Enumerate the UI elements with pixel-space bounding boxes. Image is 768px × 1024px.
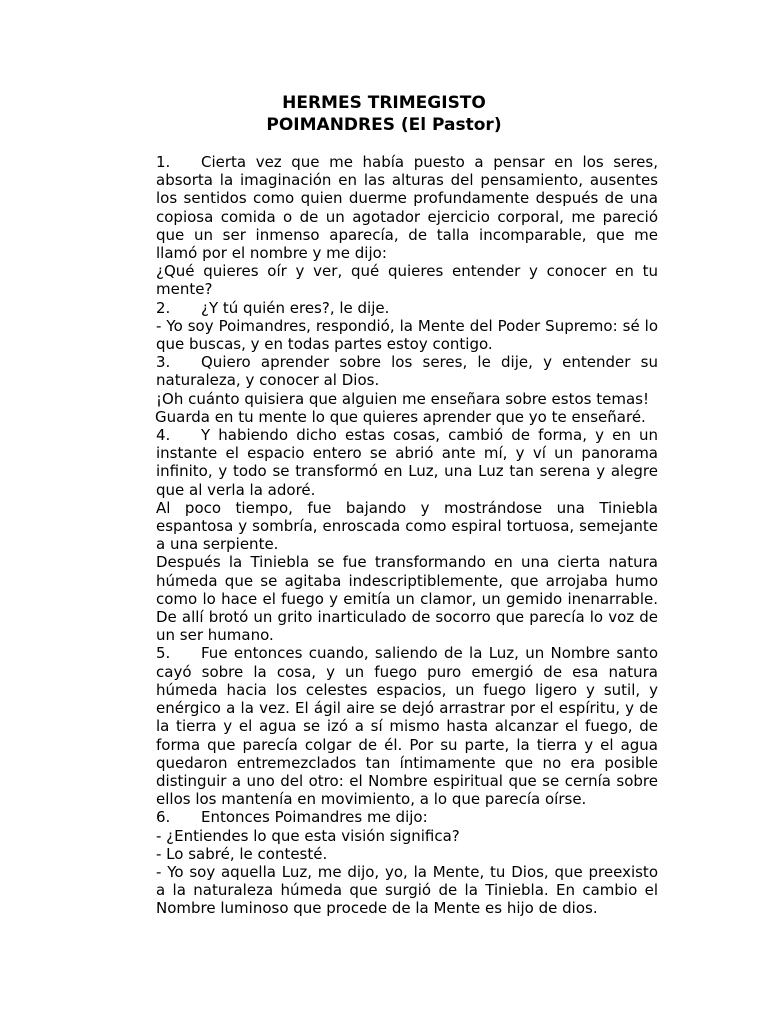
- paragraph-text: Guarda en tu mente lo que quieres aprender que yo te enseñaré.: [155, 407, 646, 426]
- document-subtitle: POIMANDRES (El Pastor): [266, 115, 502, 135]
- paragraph-1: [110, 153, 658, 262]
- paragraph-question: [110, 262, 658, 298]
- paragraph-text: Cierta vez que me había puesto a pensar en los seres, absorta la imaginación en las alturas del pensamiento, ausentes los sentidos como quien duerme profundamente después de una copiosa comida o de un agotador ejercicio corporal, me pareció que un ser inmenso aparecía, de talla incomparable, que me llamó por el nombre y me dijo:: [156, 153, 658, 263]
- paragraph-text: Al poco tiempo, fue bajando y mostrándose una Tiniebla espantosa y sombría, enroscada como espiral tortuosa, semejante a una serpiente.: [156, 498, 658, 554]
- paragraph-6: [110, 808, 658, 826]
- paragraph-text: - ¿Entiendes lo que esta visión significa?: [156, 826, 460, 845]
- paragraph-entiendes: [110, 827, 658, 845]
- paragraph-2: [110, 299, 658, 317]
- paragraph-natura: [110, 553, 658, 644]
- paragraph-text: ¿Y tú quién eres?, le dije.: [201, 298, 390, 317]
- paragraph-dialogue: [110, 317, 658, 353]
- paragraph-4: [110, 426, 658, 499]
- paragraph-3: [110, 353, 658, 389]
- document-body: [110, 153, 658, 918]
- paragraph-text: - Lo sabré, le contesté.: [156, 844, 328, 863]
- paragraph-text: Quiero aprender sobre los seres, le dije, y entender su naturaleza, y conocer al Dios.: [156, 353, 658, 390]
- paragraph-text: Después la Tiniebla se fue transformando en una cierta natura húmeda que se agitaba indescriptiblemente, que arrojaba humo como lo hace el fuego y emitía un clamor, un gemido inenarrable. De allí brotó un grito inarticulado de socorro que parecía lo voz de un ser humano.: [156, 553, 658, 645]
- document-title: HERMES TRIMEGISTO: [282, 93, 486, 113]
- paragraph-number: 5.: [156, 644, 171, 663]
- paragraph-number: 4.: [156, 426, 171, 445]
- paragraph-text: Y habiendo dicho estas cosas, cambió de forma, y en un instante el espacio entero se abrió ante mí, y ví un panorama infinito, y todo se transformó en Luz, una Luz tan serena y alegre que al verla la adoré.: [156, 426, 658, 499]
- paragraph-text: - Yo soy Poimandres, respondió, la Mente del Poder Supremo: sé lo que buscas, y en todas partes estoy contigo.: [156, 316, 658, 354]
- paragraph-luz: [110, 863, 658, 918]
- paragraph-number: 3.: [156, 353, 171, 372]
- paragraph-contesto: [110, 845, 658, 863]
- paragraph-number: 2.: [156, 298, 171, 317]
- paragraph-text: ¿Qué quieres oír y ver, qué quieres entender y conocer en tu mente?: [156, 262, 658, 299]
- paragraph-text: Fue entonces cuando, saliendo de la Luz, un Nombre santo cayó sobre la cosa, y un fuego puro emergió de esa natura húmeda hacia los celestes espacios, un fuego ligero y sutil, y enérgico a la vez. El ágil aire se dejó arrastrar por el espíritu, y de la tierra y el agua se izó a sí mismo hasta alcanzar el fuego, de forma que parecía colgar de él. Por su parte, la tierra y el agua quedaron entremezclados tan íntimamente que no era posible distinguir a uno del otro: el Nombre espiritual que se cernía sobre ellos los mantenía en movimiento, a lo que parecía oírse.: [156, 644, 658, 809]
- paragraph-guarda: [110, 408, 658, 426]
- paragraph-tiniebla: [110, 499, 658, 554]
- paragraph-5: [110, 644, 658, 808]
- paragraph-number: 6.: [156, 808, 171, 827]
- paragraph-text: ¡Oh cuánto quisiera que alguien me enseñara sobre estos temas!: [156, 389, 649, 408]
- paragraph-exclamation: [110, 390, 658, 408]
- paragraph-number: 1.: [156, 153, 171, 171]
- paragraph-text: Entonces Poimandres me dijo:: [201, 808, 428, 827]
- paragraph-text: - Yo soy aquella Luz, me dijo, yo, la Mente, tu Dios, que preexisto a la naturaleza húmeda que surgió de la Tiniebla. En cambio el Nombre luminoso que procede de la Mente es hijo de dios.: [156, 862, 658, 918]
